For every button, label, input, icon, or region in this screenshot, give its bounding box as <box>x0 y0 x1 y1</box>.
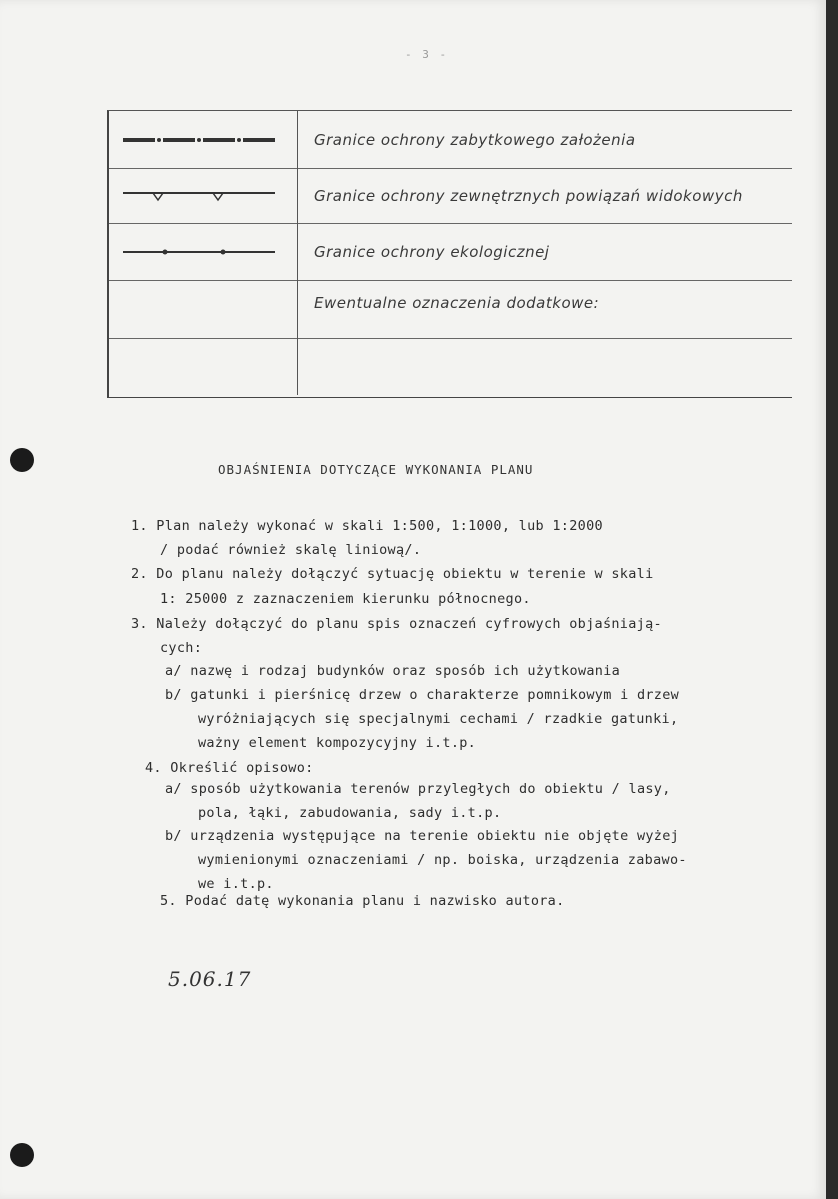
legend-row <box>109 168 792 224</box>
legend-label: Granice ochrony zabytkowego założenia <box>314 130 636 149</box>
page-number: - 3 - <box>405 48 449 61</box>
instruction-line: wyróżniających się specjalnymi cechami / rzadkie gatunki, <box>198 711 679 727</box>
legend-row <box>109 338 792 395</box>
instruction-line: 5. Podać datę wykonania planu i nazwisko autora. <box>160 893 565 909</box>
legend-symbol <box>109 280 298 338</box>
instruction-line: b/ urządzenia występujące na terenie obiektu nie objęte wyżej <box>165 828 680 844</box>
legend-row <box>109 223 792 281</box>
instruction-line: a/ sposób użytkowania terenów przyległych do obiektu / lasy, <box>165 781 671 797</box>
binder-hole <box>10 1143 34 1167</box>
dot-marked-line-icon <box>119 246 279 258</box>
instruction-line: ważny element kompozycyjny i.t.p. <box>198 735 477 751</box>
instruction-line: 2. Do planu należy dołączyć sytuację obiektu w terenie w skali <box>131 566 654 582</box>
legend-label: Granice ochrony ekologicznej <box>314 242 550 261</box>
legend-symbol <box>109 223 298 280</box>
instruction-line: / podać również skalę liniową/. <box>160 542 422 558</box>
handwritten-date: 5.06.17 <box>168 967 252 991</box>
legend-symbol <box>109 168 298 223</box>
instruction-line: b/ gatunki i pierśnicę drzew o charakterze pomnikowym i drzew <box>165 687 680 703</box>
instruction-line: wymienionymi oznaczeniami / np. boiska, urządzenia zabawo- <box>198 852 687 868</box>
binder-hole <box>10 448 34 472</box>
legend-label: Granice ochrony zewnętrznych powiązań widokowych <box>314 186 743 205</box>
instruction-line: pola, łąki, zabudowania, sady i.t.p. <box>198 805 502 821</box>
dash-dot-heavy-line-icon <box>119 134 279 146</box>
triangle-marked-line-icon <box>119 189 279 203</box>
legend-symbol <box>109 338 298 395</box>
instruction-line: cych: <box>160 640 203 656</box>
instruction-line: 1: 25000 z zaznaczeniem kierunku północnego. <box>160 591 531 607</box>
legend-row <box>109 111 792 169</box>
instruction-line: a/ nazwę i rodzaj budynków oraz sposób ich użytkowania <box>165 663 621 679</box>
instruction-line: 1. Plan należy wykonać w skali 1:500, 1:1000, lub 1:2000 <box>131 518 603 534</box>
legend-table <box>107 110 792 398</box>
instruction-line: 4. Określić opisowo: <box>145 760 314 776</box>
legend-row <box>109 280 792 339</box>
instruction-line: we i.t.p. <box>198 876 274 892</box>
section-title: OBJAŚNIENIA DOTYCZĄCE WYKONANIA PLANU <box>218 462 534 477</box>
legend-symbol <box>109 111 298 168</box>
legend-label: Ewentualne oznaczenia dodatkowe: <box>314 294 600 312</box>
instruction-line: 3. Należy dołączyć do planu spis oznaczeń cyfrowych objaśniają- <box>131 616 662 632</box>
